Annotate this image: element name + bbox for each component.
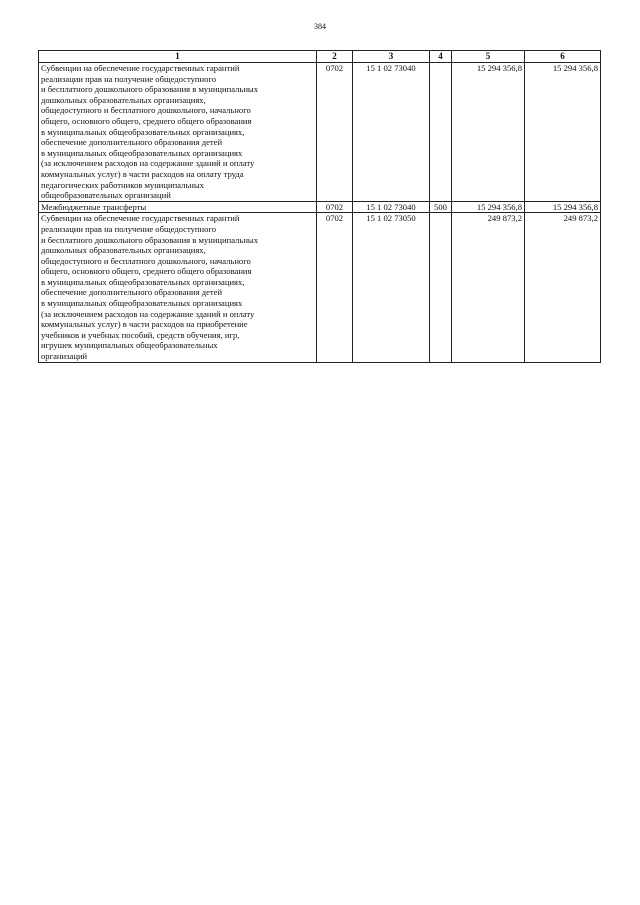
row-description: Субвенции на обеспечение государственных гарантий реализации прав на получение общедоступного и бесплатного дошкольного образования в муниципальных дошкольных образовательных организациях, общедоступного и бесплатного дошкольного, начального общего, основного общего, среднего общего образования в муниципальных общеобразовательных организациях, обеспечение дополнительного образования детей в муниципальных общеобразовательных организациях (за исключением расходов на содержание зданий и оплату коммунальных услуг) в части расходов на приобретение учебников и учебных пособий, средств обучения, игр, игрушек муниципальных общеобразовательных организаций [39, 213, 317, 362]
column-header-2: 2 [317, 51, 353, 63]
column-header-3: 3 [353, 51, 430, 63]
row-amount-col5: 249 873,2 [452, 213, 525, 362]
table-row [39, 213, 601, 362]
column-header-6: 6 [525, 51, 601, 63]
row-section-code: 0702 [317, 63, 353, 202]
row-target-code: 15 1 02 73040 [353, 63, 430, 202]
row-expense-type: 500 [430, 201, 452, 213]
row-expense-type [430, 213, 452, 362]
row-description: Межбюджетные трансферты [39, 201, 317, 213]
row-amount-col6: 249 873,2 [525, 213, 601, 362]
column-header-5: 5 [452, 51, 525, 63]
row-section-code: 0702 [317, 213, 353, 362]
header-row [39, 51, 601, 63]
row-target-code: 15 1 02 73040 [353, 201, 430, 213]
row-amount-col6: 15 294 356,8 [525, 63, 601, 202]
page-number: 384 [314, 22, 326, 31]
column-header-4: 4 [430, 51, 452, 63]
row-amount-col6: 15 294 356,8 [525, 201, 601, 213]
table-row [39, 201, 601, 213]
row-description: Субвенции на обеспечение государственных гарантий реализации прав на получение общедоступного и бесплатного дошкольного образования в муниципальных дошкольных образовательных организациях, общедоступного и бесплатного дошкольного, начального общего, основного общего, среднего общего образования в муниципальных общеобразовательных организациях, обеспечение дополнительного образования детей в муниципальных общеобразовательных организациях (за исключением расходов на содержание зданий и оплату коммунальных услуг) в части расходов на оплату труда педагогических работников муниципальных общеобразовательных организаций [39, 63, 317, 202]
row-section-code: 0702 [317, 201, 353, 213]
row-expense-type [430, 63, 452, 202]
table-row [39, 63, 601, 202]
budget-table [38, 50, 601, 363]
row-target-code: 15 1 02 73050 [353, 213, 430, 362]
column-header-1: 1 [39, 51, 317, 63]
row-amount-col5: 15 294 356,8 [452, 201, 525, 213]
row-amount-col5: 15 294 356,8 [452, 63, 525, 202]
